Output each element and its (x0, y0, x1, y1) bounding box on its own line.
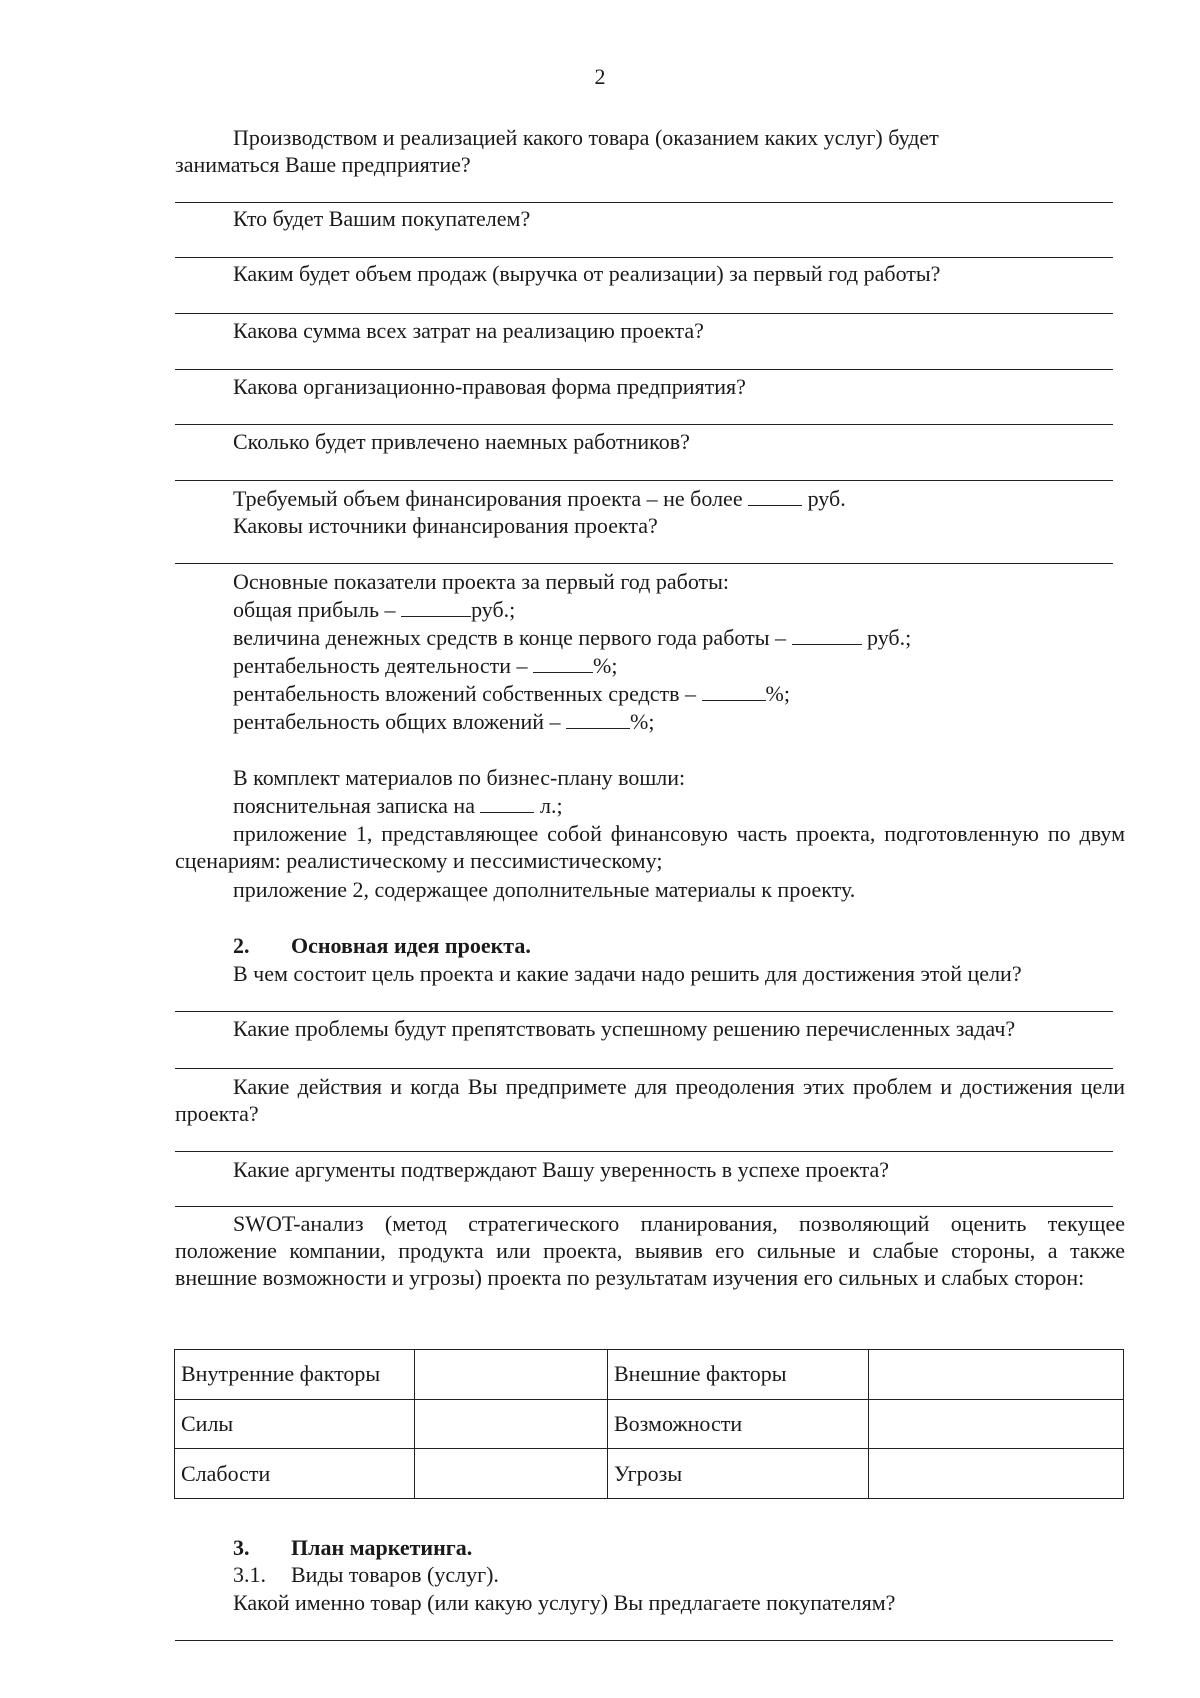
swot-external-header: Внешние факторы (608, 1350, 869, 1400)
indicator-profit-label: общая прибыль – (233, 597, 396, 622)
question-arguments: Какие аргументы подтверждают Вашу уверенность в успехе проекта? (233, 1157, 890, 1182)
swot-cell-empty (415, 1449, 608, 1499)
question-actions: Какие действия и когда Вы предпримете для преодоления этих проблем и достижения цели проекта? (175, 1074, 1125, 1126)
indicator-own-unit: %; (765, 681, 790, 706)
answer-line (175, 563, 1113, 564)
answer-line (175, 1011, 1113, 1012)
swot-threats: Угрозы (608, 1449, 869, 1499)
answer-line (175, 1206, 1113, 1207)
indicator-activity-unit: %; (593, 653, 618, 678)
page-number: 2 (594, 64, 606, 89)
swot-internal-header: Внутренние факторы (175, 1350, 415, 1400)
question-workers: Сколько будет привлечено наемных работников? (233, 429, 690, 454)
materials-note-unit: л.; (539, 793, 563, 818)
section-3-title: План маркетинга. (291, 1535, 473, 1560)
answer-line (175, 369, 1113, 370)
fill-in-blank (566, 710, 630, 729)
swot-cell-empty (415, 1399, 608, 1449)
indicator-cash-unit: руб.; (867, 625, 912, 650)
materials-note (233, 792, 563, 819)
fill-in-blank (401, 598, 471, 617)
fill-in-blank (533, 654, 593, 673)
fill-in-blank (792, 626, 862, 645)
answer-line (175, 480, 1113, 481)
indicators-heading: Основные показатели проекта за первый год работы: (233, 569, 730, 594)
fill-in-blank (480, 794, 534, 813)
indicator-profit-unit: руб.; (471, 597, 516, 622)
question-offer: Какой именно товар (или какую услугу) Вы предлагаете покупателям? (233, 1590, 896, 1615)
indicator-own (233, 680, 790, 707)
table-row (175, 1399, 1124, 1449)
question-legal-form: Какова организационно-правовая форма предприятия? (233, 374, 746, 399)
financing-amount-unit: руб. (807, 486, 846, 511)
indicator-activity (233, 652, 618, 679)
financing-amount (233, 485, 846, 512)
subsection-3-1-title: Виды товаров (услуг). (291, 1562, 499, 1587)
fill-in-blank (748, 487, 802, 506)
materials-heading: В комплект материалов по бизнес-плану вошли: (233, 765, 686, 790)
swot-strengths: Силы (175, 1399, 415, 1449)
indicator-cash-label: величина денежных средств в конце первого года работы – (233, 625, 786, 650)
indicator-own-label: рентабельность вложений собственных средств – (233, 681, 697, 706)
materials-note-label: пояснительная записка на (233, 793, 475, 818)
indicator-total (233, 708, 654, 735)
fill-in-blank (702, 682, 766, 701)
table-row (175, 1449, 1124, 1499)
indicator-profit (233, 596, 515, 623)
indicator-total-unit: %; (630, 709, 655, 734)
section-2-title: Основная идея проекта. (291, 933, 531, 958)
materials-appendix-2: приложение 2, содержащее дополнительные материалы к проекту. (233, 877, 856, 902)
question-product-line2: заниматься Ваше предприятие? (175, 152, 471, 177)
subsection-3-1-number: 3.1. (233, 1562, 266, 1587)
question-financing-sources: Каковы источники финансирования проекта? (233, 513, 658, 538)
indicator-activity-label: рентабельность деятельности – (233, 653, 528, 678)
indicator-total-label: рентабельность общих вложений – (233, 709, 561, 734)
question-goal: В чем состоит цель проекта и какие задачи надо решить для достижения этой цели? (233, 961, 1022, 986)
swot-cell-empty (869, 1399, 1124, 1449)
swot-cell-empty (869, 1449, 1124, 1499)
swot-opportunities: Возможности (608, 1399, 869, 1449)
indicator-cash (233, 624, 911, 651)
question-product-line1: Производством и реализацией какого товара (оказанием каких услуг) будет (233, 125, 939, 150)
question-buyer: Кто будет Вашим покупателем? (233, 206, 531, 231)
swot-cell-empty (869, 1350, 1124, 1400)
swot-table (174, 1349, 1124, 1499)
section-3-number: 3. (233, 1535, 250, 1560)
answer-line (175, 1151, 1113, 1152)
swot-description: SWOT-анализ (метод стратегического планирования, позволяющий оценить текущее положение компании, продукта или проекта, выявив его сильные и слабые стороны, а также внешние возможности и угрозы) проекта по результатам изучения его сильных и слабых сторон: (175, 1211, 1125, 1290)
answer-line (175, 202, 1113, 203)
section-2-number: 2. (233, 933, 250, 958)
answer-line (175, 257, 1113, 258)
financing-amount-label: Требуемый объем финансирования проекта – не более (233, 486, 743, 511)
materials-appendix-1: приложение 1, представляющее собой финансовую часть проекта, подготовленную по двум сценариям: реалистическому и пессимистическому; (175, 821, 1125, 873)
swot-cell-empty (415, 1350, 608, 1400)
section-3-heading (233, 1534, 472, 1561)
answer-line (175, 424, 1113, 425)
table-row (175, 1350, 1124, 1400)
question-sales: Каким будет объем продаж (выручка от реализации) за первый год работы? (233, 261, 941, 286)
swot-weaknesses: Слабости (175, 1449, 415, 1499)
answer-line (175, 1068, 1113, 1069)
question-costs: Какова сумма всех затрат на реализацию проекта? (233, 318, 704, 343)
section-2-heading (233, 932, 531, 959)
subsection-3-1 (233, 1561, 499, 1588)
answer-line (175, 1640, 1113, 1641)
question-problems: Какие проблемы будут препятствовать успешному решению перечисленных задач? (233, 1016, 1016, 1041)
answer-line (175, 313, 1113, 314)
